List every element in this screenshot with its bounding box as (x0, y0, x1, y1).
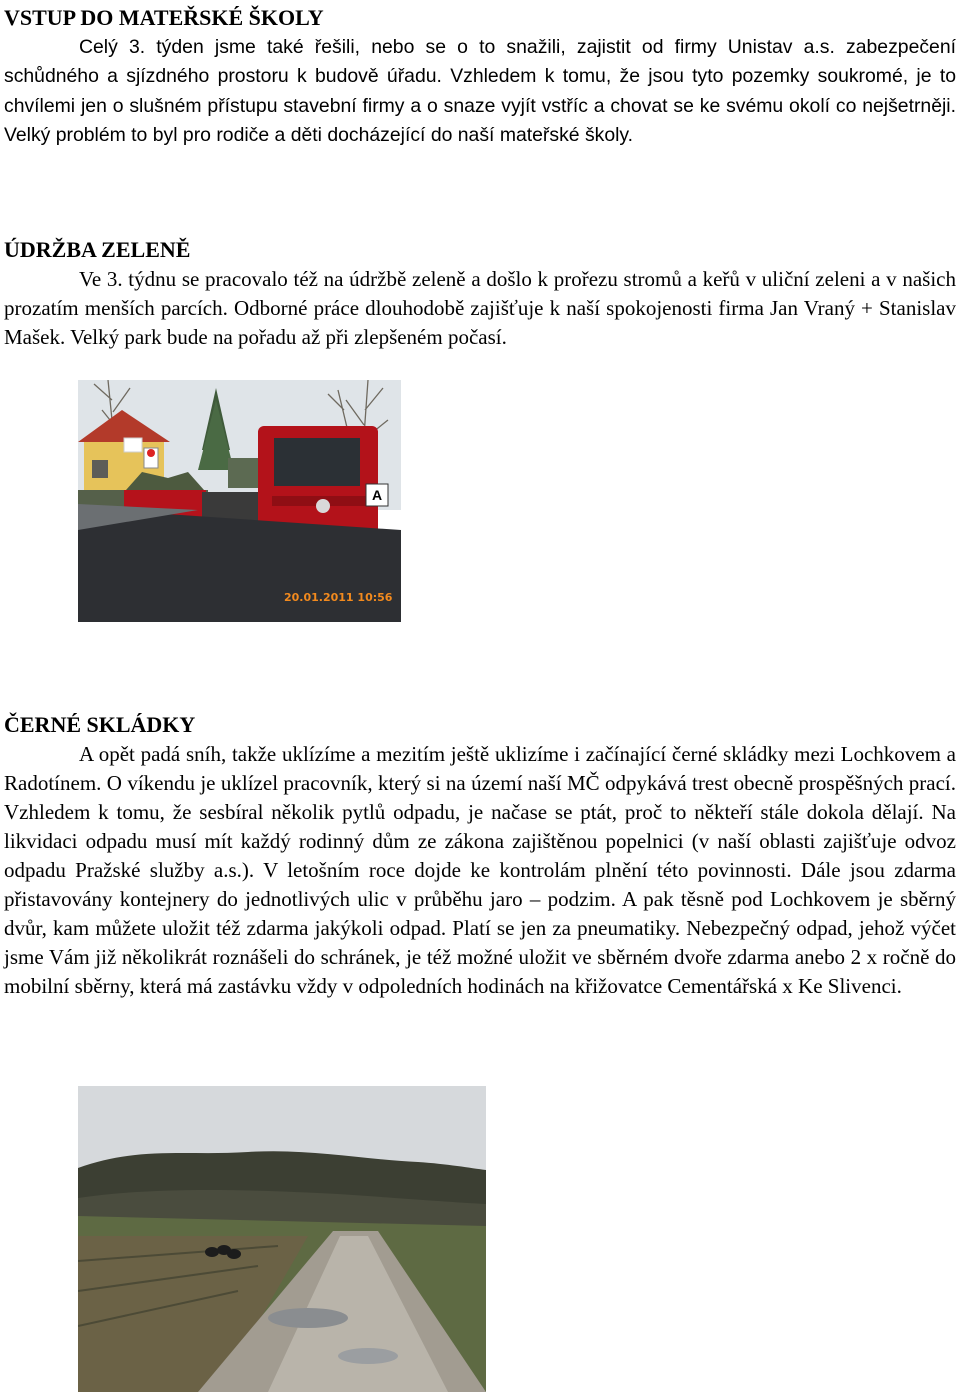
section-heading-cerne-skladky: ČERNÉ SKLÁDKY (4, 712, 196, 737)
section-heading-udrzba: ÚDRŽBA ZELENĚ (4, 237, 191, 262)
photo-timestamp: 20.01.2011 10:56 (284, 591, 393, 604)
section-paragraph-cerne-skladky: A opět padá sníh, takže uklízíme a mezitím ještě uklizíme i začínající černé skládky mezi Lochkovem a Radotínem. O víkendu je uklízel pracovník, který si na území naší MČ odpykává trest obecně prospěšných prací. Vzhledem k tomu, že sesbíral několik pytlů odpadu, je načase se ptát, proč to někteří stále dokola dělají. Na likvidaci odpadu musí mít každý rodinný dům ze zákona zajištěnou popelnici (v naší oblasti zajišťuje odvoz odpadu Pražské služby a.s.). V letošním roce dojde ke kontrolám plnění této povinnosti. Dále jsou zdarma přistavovány kontejnery do jednotlivých ulic v průběhu jaro – podzim. A pak těsně pod Lochkovem je sběrný dvůr, kam můžete uložit též zdarma jakýkoli odpad. Platí se jen za pneumatiky. Nebezpečný odpad, jehož výčet jsme Vám již několikrát roznášeli do schránek, je též možné uložit ve sběrném dvoře zdarma anebo 2 x ročně do mobilní sběrny, která má zastávku vždy v odpoledních hodinách na křižovatce Cementářská x Ke Slivenci. (4, 742, 956, 998)
truck-sign-letter: A (371, 487, 383, 503)
section-heading-vstup: VSTUP DO MATEŘSKÉ ŠKOLY (4, 5, 324, 30)
field-photo (78, 1086, 486, 1392)
truck-photo (78, 380, 401, 622)
section-paragraph-udrzba: Ve 3. týdnu se pracovalo též na údržbě zeleně a došlo k prořezu stromů a keřů v uliční zeleni a v našich prozatím menších parcích. Odborné práce dlouhodobě zajišťuje k naší spokojenosti firma Jan Vraný + Stanislav Mašek. Velký park bude na pořadu až při zlepšeném počasí. (4, 267, 956, 349)
section-paragraph-vstup: Celý 3. týden jsme také řešili, nebo se o to snažili, zajistit od firmy Unistav a.s. zabezpečení schůdného a sjízdného prostoru k budově úřadu. Vzhledem k tomu, že jsou tyto pozemky soukromé, je to chvílemi jen o slušném přístupu stavební firmy a o snaze vyjít vstříc a chovat se ke svému okolí co nejšetrněji. Velký problém to byl pro rodiče a děti docházející do naší mateřské školy. (4, 36, 956, 146)
